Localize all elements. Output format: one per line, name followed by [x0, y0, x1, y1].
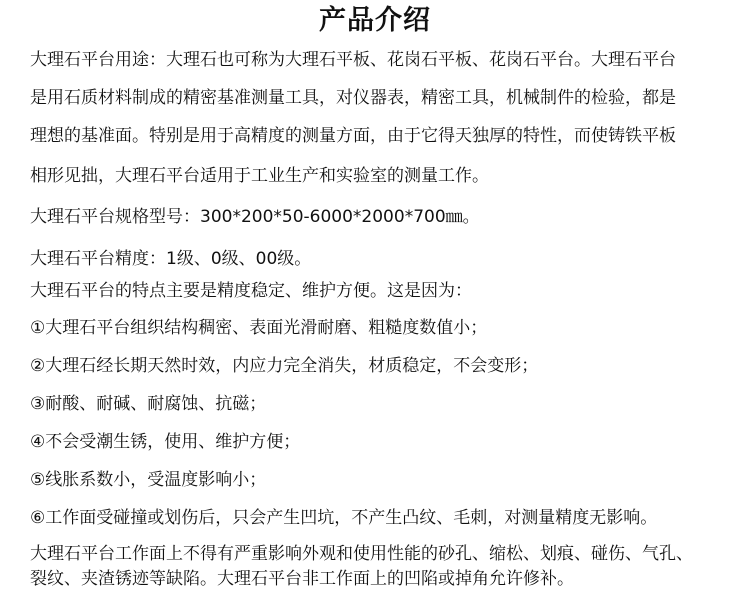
- intro-line-1: 大理石平台用途：大理石也可称为大理石平板、花岗石平板、花岗石平台。大理石平台: [30, 50, 676, 70]
- feature-item-1: ①大理石平台组织结构稠密、表面光滑耐磨、粗糙度数值小；: [30, 318, 488, 338]
- spec-line: 大理石平台规格型号：300*200*50-6000*2000*700㎜。: [30, 207, 480, 227]
- intro-line-2: 是用石质材料制成的精密基准测量工具，对仪器表，精密工具，机械制件的检验，都是: [30, 88, 676, 108]
- feature-item-3: ③耐酸、耐碱、耐腐蚀、抗磁；: [30, 394, 267, 414]
- closing-line-2: 裂纹、夹渣锈迹等缺陷。大理石平台非工作面上的凹陷或掉角允许修补。: [30, 569, 574, 589]
- feature-item-5: ⑤线胀系数小，受温度影响小；: [30, 470, 267, 490]
- intro-line-4: 相形见拙，大理石平台适用于工业生产和实验室的测量工作。: [30, 166, 489, 186]
- precision-line: 大理石平台精度：1级、0级、00级。: [30, 249, 312, 269]
- feature-item-4: ④不会受潮生锈，使用、维护方便；: [30, 432, 301, 452]
- closing-line-1: 大理石平台工作面上不得有严重影响外观和使用性能的砂孔、缩松、划痕、碰伤、气孔、: [30, 544, 693, 564]
- feature-item-2: ②大理石经长期天然时效，内应力完全消失，材质稳定，不会变形；: [30, 356, 539, 376]
- page-title: 产品介绍: [319, 5, 431, 36]
- intro-line-3: 理想的基准面。特别是用于高精度的测量方面，由于它得天独厚的特性，而使铸铁平板: [30, 126, 676, 146]
- feature-item-6: ⑥工作面受碰撞或划伤后，只会产生凹坑，不产生凸纹、毛刺，对测量精度无影响。: [30, 508, 658, 528]
- features-intro-line: 大理石平台的特点主要是精度稳定、维护方便。这是因为：: [30, 281, 472, 301]
